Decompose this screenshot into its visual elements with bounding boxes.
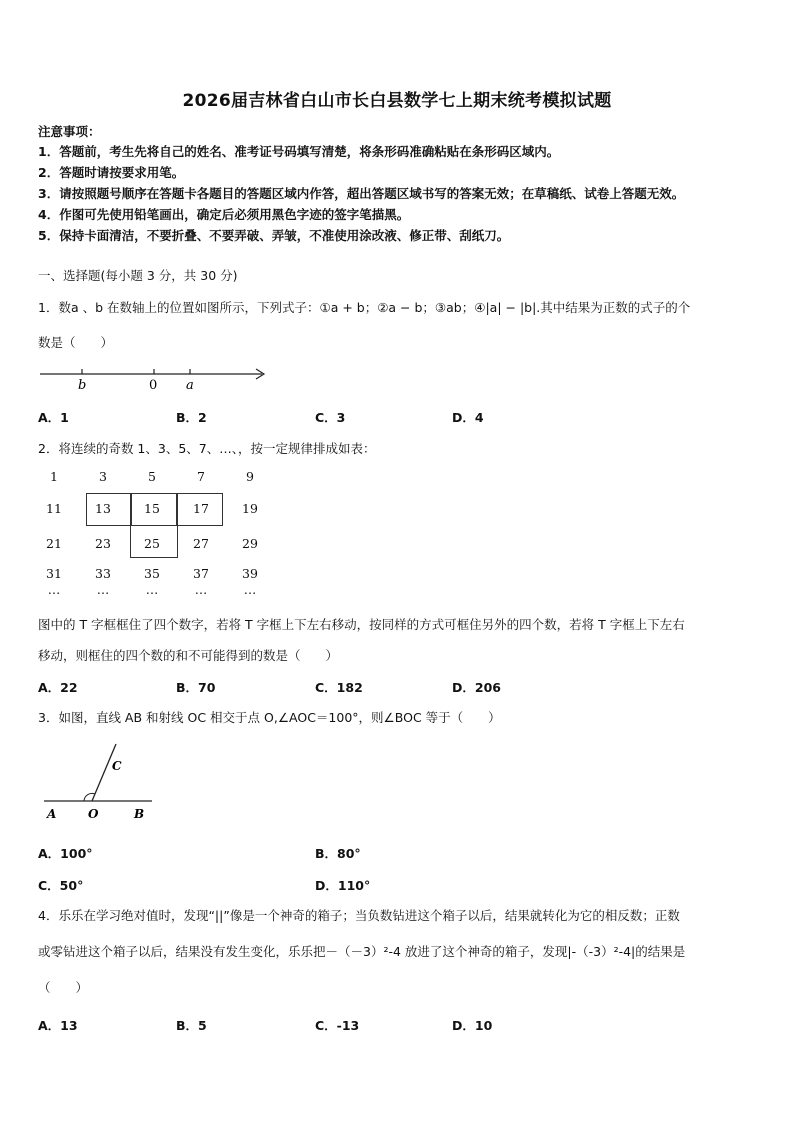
grid-cell: 7 xyxy=(197,469,205,484)
grid-cell: … xyxy=(194,582,208,597)
grid-cell: … xyxy=(243,582,257,597)
grid-cell: … xyxy=(145,582,159,597)
option-c: C．182 xyxy=(315,680,363,695)
grid-cell: 5 xyxy=(148,469,156,484)
option-d: D．4 xyxy=(452,410,484,425)
grid-cell: … xyxy=(96,582,110,597)
option-a: A．1 xyxy=(38,410,69,425)
grid-cell: … xyxy=(47,582,61,597)
question-1-text-cont: 数是（ ） xyxy=(38,335,114,350)
question-2-text: 2．将连续的奇数 1、3、5、7、…、，按一定规律排成如表： xyxy=(38,441,376,456)
label-o: O xyxy=(88,807,99,821)
question-4-text: 4．乐乐在学习绝对值时，发现“||”像是一个神奇的箱子；当负数钻进这个箱子以后，结果就转化为它的相反数；正数 xyxy=(38,908,680,923)
option-c: C．-13 xyxy=(315,1018,360,1033)
grid-cell: 11 xyxy=(46,501,62,516)
option-b: B．70 xyxy=(176,680,216,695)
notice-item: 2．答题时请按要求用笔。 xyxy=(38,165,185,180)
grid-cell: 23 xyxy=(95,536,111,551)
option-d: D．110° xyxy=(315,878,371,893)
notice-item: 5．保持卡面清洁，不要折叠、不要弄破、弄皱，不准使用涂改液、修正带、刮纸刀。 xyxy=(38,228,510,243)
grid-cell: 1 xyxy=(50,469,58,484)
notice-item: 4．作图可先使用铅笔画出，确定后必须用黑色字迹的签字笔描黑。 xyxy=(38,207,410,222)
label-zero: 0 xyxy=(149,378,158,392)
label-c: C xyxy=(112,759,122,773)
option-a: A．22 xyxy=(38,680,78,695)
label-a: A xyxy=(47,807,57,821)
label-b: b xyxy=(78,378,87,392)
option-b: B．5 xyxy=(176,1018,207,1033)
option-c: C．50° xyxy=(38,878,84,893)
question-4-text-cont: 或零钻进这个箱子以后，结果没有发生变化，乐乐把－（－3）²-4 放进了这个神奇的箱子，发现|-（-3）²-4|的结果是 xyxy=(38,944,686,959)
grid-cell: 15 xyxy=(144,501,160,516)
question-4-text-end: （ ） xyxy=(38,980,89,995)
grid-cell: 37 xyxy=(193,566,209,581)
grid-cell: 17 xyxy=(193,501,209,516)
number-line-figure xyxy=(36,360,272,392)
option-b: B．2 xyxy=(176,410,207,425)
notice-heading: 注意事项： xyxy=(38,124,101,139)
grid-cell: 29 xyxy=(242,536,258,551)
grid-cell: 13 xyxy=(95,501,111,516)
grid-cell: 33 xyxy=(95,566,111,581)
grid-cell: 35 xyxy=(144,566,160,581)
grid-cell: 25 xyxy=(144,536,160,551)
label-a: a xyxy=(186,378,194,392)
section-heading: 一、选择题(每小题 3 分，共 30 分) xyxy=(38,268,238,283)
option-d: D．10 xyxy=(452,1018,493,1033)
option-c: C．3 xyxy=(315,410,346,425)
grid-cell: 21 xyxy=(46,536,62,551)
option-a: A．100° xyxy=(38,846,93,861)
grid-cell: 9 xyxy=(246,469,254,484)
question-3-text: 3．如图，直线 AB 和射线 OC 相交于点 O,∠AOC＝100°，则∠BOC 等于（ ） xyxy=(38,710,501,725)
option-a: A．13 xyxy=(38,1018,78,1033)
page-title: 2026届吉林省白山市长白县数学七上期末统考模拟试题 xyxy=(182,91,612,111)
question-1-text: 1．数a 、b 在数轴上的位置如图所示，下列式子：①a + b；②a − b；③ab；④|a| − |b|.其中结果为正数的式子的个 xyxy=(38,300,691,315)
grid-cell: 39 xyxy=(242,566,258,581)
grid-cell: 31 xyxy=(46,566,62,581)
option-b: B．80° xyxy=(315,846,361,861)
question-2-paragraph: 图中的 T 字框框住了四个数字，若将 T 字框上下左右移动，按同样的方式可框住另外的四个数，若将 T 字框上下左右 xyxy=(38,617,685,632)
notice-item: 3．请按照题号顺序在答题卡各题目的答题区域内作答，超出答题区域书写的答案无效；在草稿纸、试卷上答题无效。 xyxy=(38,186,685,201)
question-2-paragraph-cont: 移动，则框住的四个数的和不可能得到的数是（ ） xyxy=(38,648,339,663)
angle-figure xyxy=(38,738,158,824)
notice-item: 1．答题前，考生先将自己的姓名、准考证号码填写清楚，将条形码准确粘贴在条形码区域内。 xyxy=(38,144,560,159)
grid-cell: 27 xyxy=(193,536,209,551)
label-b: B xyxy=(134,807,145,821)
option-d: D．206 xyxy=(452,680,501,695)
grid-cell: 3 xyxy=(99,469,107,484)
grid-cell: 19 xyxy=(242,501,258,516)
